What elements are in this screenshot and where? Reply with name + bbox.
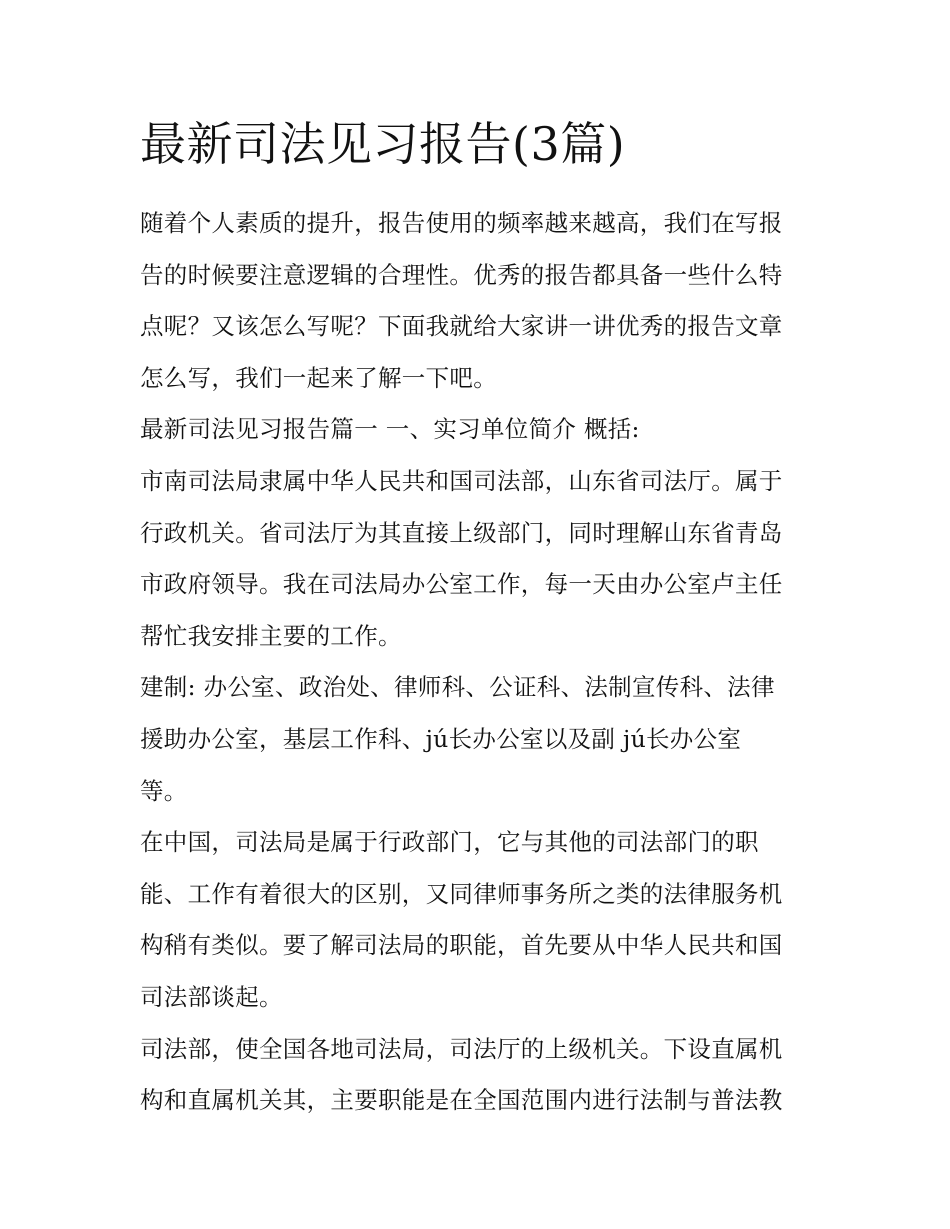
body-line: 怎么写，我们一起来了解一下吧。 (140, 363, 497, 392)
body-line: 市政府领导。我在司法局办公室工作，每一天由办公室卢主任 (140, 570, 783, 599)
body-line: 帮忙我安排主要的工作。 (140, 621, 402, 650)
body-line: 行政机关。省司法厅为其直接上级部门，同时理解山东省青岛 (140, 518, 783, 547)
body-line: 告的时候要注意逻辑的合理性。优秀的报告都具备一些什么特 (140, 260, 783, 289)
body-line: 司法部谈起。 (140, 982, 283, 1011)
body-line: 司法部，使全国各地司法局，司法厅的上级机关。下设直属机 (140, 1034, 783, 1063)
body-line: 能、工作有着很大的区别，又同律师事务所之类的法律服务机 (140, 879, 783, 908)
document-body (140, 198, 812, 1127)
body-line: 市南司法局隶属中华人民共和国司法部，山东省司法厅。属于 (140, 466, 783, 495)
document-title: 最新司法见习报告(3篇) (140, 117, 626, 171)
document-content (140, 112, 812, 1127)
body-line: 等。 (140, 776, 188, 805)
body-line: 随着个人素质的提升，报告使用的频率越来越高，我们在写报 (140, 209, 783, 237)
body-line: 在中国，司法局是属于行政部门，它与其他的司法部门的职 (140, 828, 759, 857)
body-line: 构稍有类似。要了解司法局的职能，首先要从中华人民共和国 (140, 931, 783, 960)
body-line: 援助办公室，基层工作科、jú长办公室以及副 jú长办公室 (140, 724, 742, 753)
body-line: 构和直属机关其，主要职能是在全国范围内进行法制与普法教 (140, 1086, 783, 1115)
body-line: 建制: 办公室、政治处、律师科、公证科、法制宣传科、法律 (140, 673, 775, 702)
body-line: 点呢？又该怎么写呢？下面我就给大家讲一讲优秀的报告文章 (140, 312, 783, 341)
section-heading-line: 最新司法见习报告篇一 一、实习单位简介 概括: (140, 415, 640, 444)
